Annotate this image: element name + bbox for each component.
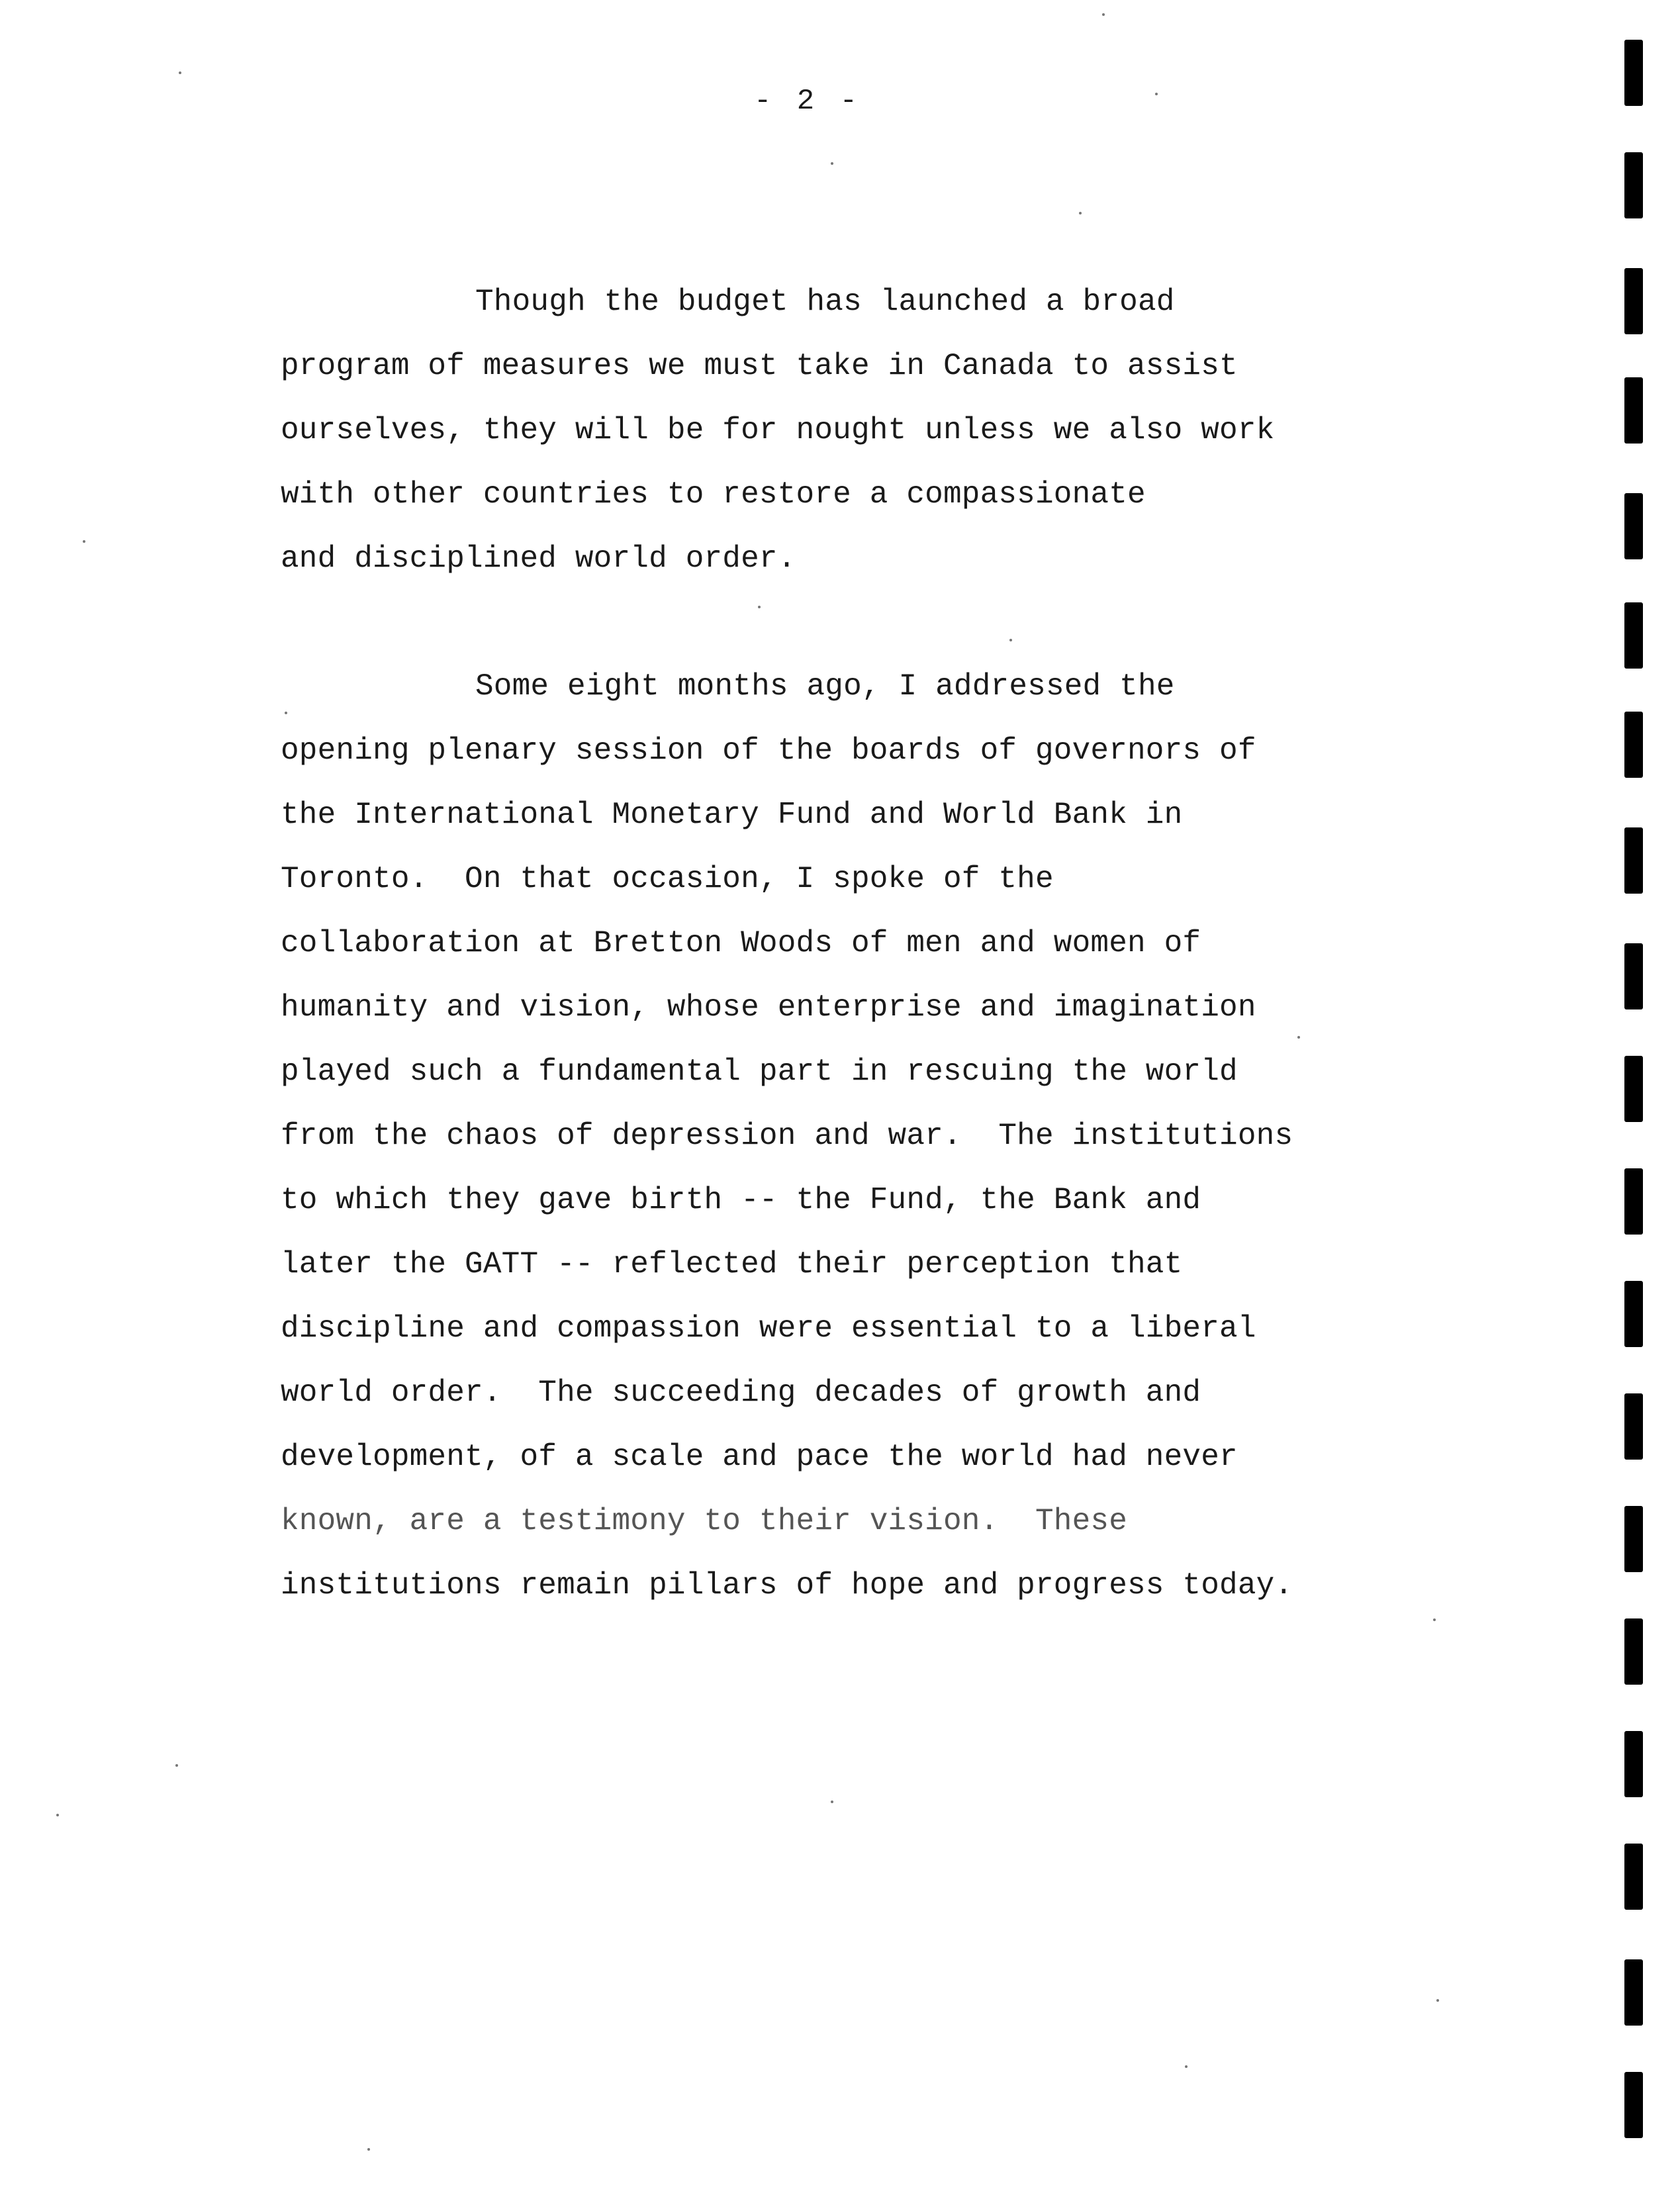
binding-mark [1624, 268, 1643, 334]
scan-speck [1436, 1999, 1439, 2002]
paragraph-line: known, are a testimony to their vision. These [281, 1504, 1128, 1538]
paragraph-line: Some eight months ago, I addressed the [475, 669, 1175, 704]
binding-mark [1624, 2072, 1643, 2138]
binding-mark [1624, 152, 1643, 218]
page-number: - 2 - [753, 85, 862, 118]
binding-mark [1624, 1281, 1643, 1347]
paragraph-line: played such a fundamental part in rescuing the world [281, 1054, 1238, 1089]
binding-mark [1624, 943, 1643, 1009]
scan-speck [1155, 93, 1158, 95]
scan-speck [1297, 1036, 1300, 1039]
paragraph-line: with other countries to restore a compassionate [281, 477, 1146, 512]
paragraph-line: development, of a scale and pace the world had never [281, 1440, 1238, 1474]
paragraph-line: world order. The succeeding decades of growth and [281, 1376, 1201, 1410]
paragraph-line: Toronto. On that occasion, I spoke of the [281, 862, 1054, 896]
binding-mark [1624, 1731, 1643, 1797]
binding-mark [1624, 40, 1643, 106]
scan-speck [179, 71, 181, 74]
binding-mark [1624, 1168, 1643, 1235]
paragraph-line: later the GATT -- reflected their perception that [281, 1247, 1183, 1282]
paragraph-line: to which they gave birth -- the Fund, the Bank and [281, 1183, 1201, 1217]
paragraph-line: discipline and compassion were essential to a liberal [281, 1311, 1256, 1346]
binding-mark [1624, 1959, 1643, 2026]
paragraph-line: Though the budget has launched a broad [475, 285, 1175, 319]
scan-speck [367, 2148, 370, 2151]
binding-strip [1607, 0, 1680, 2201]
binding-mark [1624, 1393, 1643, 1460]
binding-mark [1624, 712, 1643, 778]
paragraph-line: opening plenary session of the boards of governors of [281, 733, 1256, 768]
paragraph-line: the International Monetary Fund and World Bank in [281, 798, 1183, 832]
scan-speck [1009, 639, 1012, 641]
scan-speck [1079, 212, 1082, 214]
binding-mark [1624, 493, 1643, 559]
scan-speck [831, 162, 833, 165]
paragraph-line: ourselves, they will be for nought unless we also work [281, 413, 1275, 447]
binding-mark [1624, 602, 1643, 669]
paragraph-line: humanity and vision, whose enterprise and imagination [281, 990, 1256, 1025]
binding-mark [1624, 1618, 1643, 1685]
paragraph-line: and disciplined world order. [281, 541, 796, 576]
scan-speck [56, 1814, 59, 1816]
paragraph-line: from the chaos of depression and war. The institutions [281, 1119, 1293, 1153]
scan-speck [831, 1801, 833, 1803]
paragraph-line: program of measures we must take in Canada to assist [281, 349, 1238, 383]
paragraph-1 [281, 270, 1419, 591]
paragraph-line: institutions remain pillars of hope and progress today. [281, 1568, 1293, 1603]
paragraph-2 [281, 655, 1419, 1618]
scan-speck [1102, 13, 1105, 16]
scan-speck [1185, 2065, 1188, 2068]
binding-mark [1624, 1844, 1643, 1910]
scan-speck [1433, 1618, 1436, 1621]
binding-mark [1624, 377, 1643, 444]
scan-speck [758, 606, 761, 608]
binding-mark [1624, 1506, 1643, 1572]
scan-speck [285, 712, 287, 714]
binding-mark [1624, 1056, 1643, 1122]
paragraph-line: collaboration at Bretton Woods of men and women of [281, 926, 1201, 960]
scan-speck [175, 1764, 178, 1767]
scan-speck [83, 540, 85, 543]
binding-mark [1624, 827, 1643, 894]
